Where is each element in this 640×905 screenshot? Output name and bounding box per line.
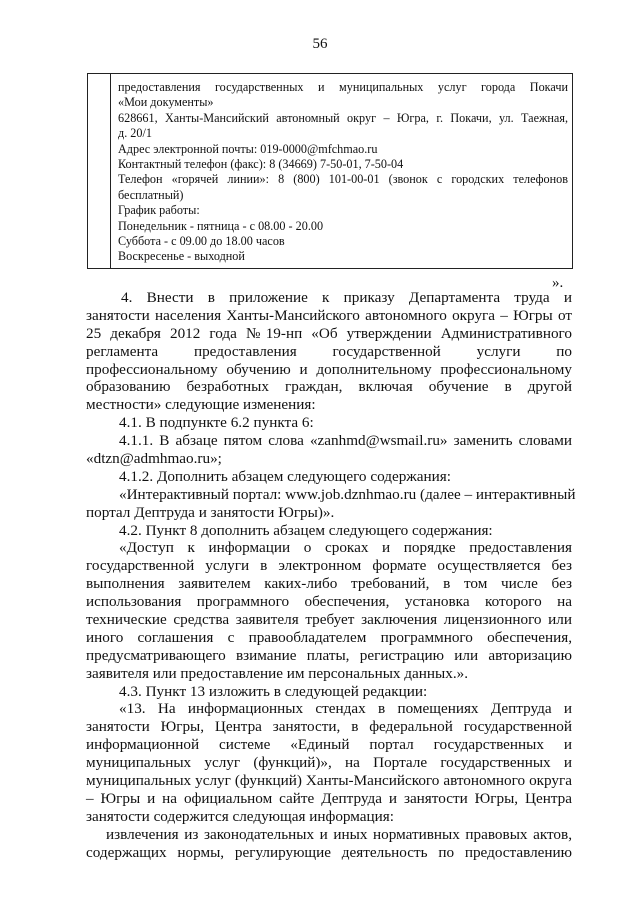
body-line: 4.1.1. В абзаце пятом слова «zanhmd@wsmail.ru» заменить словами — [119, 432, 572, 450]
closing-quote: ». — [552, 275, 564, 291]
table-line: «Мои документы» — [118, 95, 214, 110]
table-fragment — [87, 73, 573, 269]
body-line: иного соглашения с правообладателем программного обеспечения, — [86, 628, 572, 646]
document-body — [86, 289, 576, 862]
body-line: муниципальных услуг (функций)», на Портале государственных и — [86, 754, 572, 772]
page-number: 56 — [312, 36, 328, 52]
body-line: технические средства заявителя требует заключения лицензионного или — [86, 611, 572, 629]
body-line: 4.3. Пункт 13 изложить в следующей редакции: — [119, 682, 428, 700]
body-line: выполнения заявителем каких-либо требований, в том числе без — [86, 575, 572, 593]
body-line: использования программного обеспечения, установка которого на — [86, 593, 572, 611]
table-column-divider — [110, 74, 111, 268]
body-line: 4.2. Пункт 8 дополнить абзацем следующего содержания: — [119, 521, 493, 539]
body-line: предусматривающего взимание платы, регистрацию или авторизацию — [86, 646, 572, 664]
body-line: занятости содержится следующая информация: — [86, 807, 394, 825]
body-line: 4. Внести в приложение к приказу Департамента труда и — [121, 289, 572, 306]
table-line: График работы: — [118, 203, 200, 218]
table-line: Адрес электронной почты: 019-0000@mfchmao.ru — [118, 141, 378, 156]
body-line: заявителя или предоставление им персональных данных.». — [86, 664, 469, 682]
body-line: 4.1.2. Дополнить абзацем следующего содержания: — [119, 467, 451, 485]
table-cell-contacts — [118, 80, 568, 265]
body-line: профессиональному обучению и дополнительному профессиональному — [86, 360, 572, 378]
table-line: д. 20/1 — [118, 126, 152, 141]
table-line: бесплатный) — [118, 187, 184, 202]
body-line: «dtzn@admhmao.ru»; — [86, 450, 222, 468]
body-line: занятости населения Ханты-Мансийского автономного округа – Югры от — [86, 306, 572, 324]
table-line: Понедельник - пятница - с 08.00 - 20.00 — [118, 218, 324, 233]
body-line: «13. На информационных стендах в помещениях Дептруда и — [119, 700, 572, 718]
body-line: 25 декабря 2012 года №19-нп «Об утверждении Административного — [86, 324, 572, 342]
table-line: Телефон «горячей линии»: 8 (800) 101-00-01 (звонок с городских телефонов — [118, 172, 568, 187]
body-line: образованию безработных граждан, включая обучение в другой — [86, 378, 572, 396]
body-line: портал Дептруда и занятости Югры)». — [86, 503, 335, 521]
table-line: 628661, Ханты-Мансийский автономный округ – Югра, г. Покачи, ул. Таежная, — [118, 110, 568, 125]
table-line: Контактный телефон (факс): 8 (34669) 7-50-01, 7-50-04 — [118, 157, 404, 172]
body-line: информационной системе «Единый портал государственных и — [86, 736, 572, 754]
body-line: местности» следующие изменения: — [86, 396, 316, 414]
body-line: государственной услуги в электронном формате осуществляется без — [86, 557, 572, 575]
body-line: 4.1. В подпункте 6.2 пункта 6: — [119, 414, 314, 432]
body-line: муниципальных услуг (функций) Ханты-Мансийского автономного округа — [86, 772, 572, 790]
body-line: содержащих нормы, регулирующие деятельность по предоставлению — [86, 843, 572, 861]
body-line: – Югры и на официальном сайте Дептруда и занятости Югры, Центра — [86, 789, 572, 807]
body-line: извлечения из законодательных и иных нормативных правовых актов, — [106, 825, 572, 843]
body-line: «Доступ к информации о сроках и порядке предоставления — [119, 539, 572, 557]
body-line: «Интерактивный портал: www.job.dznhmao.ru (далее – интерактивный — [119, 485, 576, 503]
table-line: Суббота - с 09.00 до 18.00 часов — [118, 234, 285, 249]
table-line: Воскресенье - выходной — [118, 249, 245, 264]
table-line: предоставления государственных и муниципальных услуг города Покачи — [118, 80, 568, 94]
body-line: занятости Югры, Центра занятости, в федеральной государственной — [86, 718, 572, 736]
body-line: регламента предоставления государственной услуги по — [86, 342, 572, 360]
